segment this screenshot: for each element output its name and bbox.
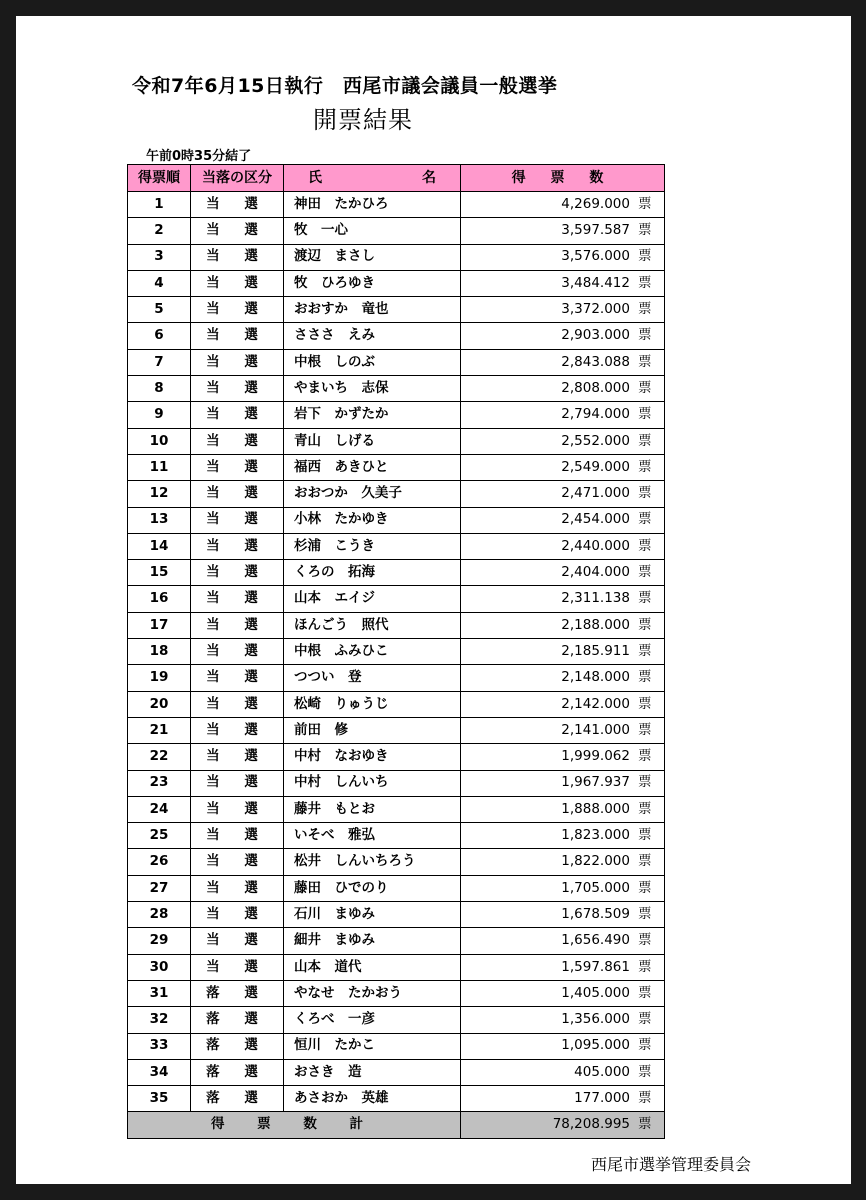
row-votes-cell <box>461 349 665 375</box>
row-name: 中根 ふみひこ <box>284 639 461 665</box>
row-votes-unit: 票 <box>638 616 652 633</box>
row-votes: 2,552.000 <box>561 432 630 449</box>
row-votes-unit: 票 <box>638 853 652 870</box>
row-rank: 23 <box>128 770 191 796</box>
row-votes-unit: 票 <box>638 195 652 212</box>
row-rank: 6 <box>128 323 191 349</box>
row-name: つつい 登 <box>284 665 461 691</box>
row-votes: 1,405.000 <box>561 984 630 1001</box>
row-votes-unit: 票 <box>638 590 652 607</box>
row-name: 小林 たかゆき <box>284 507 461 533</box>
row-status: 落 選 <box>191 1033 284 1059</box>
row-votes-cell <box>461 376 665 402</box>
row-rank: 21 <box>128 717 191 743</box>
row-votes: 1,678.509 <box>561 905 630 922</box>
row-rank: 27 <box>128 875 191 901</box>
row-status: 当 選 <box>191 717 284 743</box>
row-status: 当 選 <box>191 875 284 901</box>
row-votes: 1,967.937 <box>561 774 630 791</box>
table-row <box>128 218 665 244</box>
row-status: 当 選 <box>191 349 284 375</box>
row-name: 福西 あきひと <box>284 454 461 480</box>
row-votes: 2,808.000 <box>561 379 630 396</box>
table-row <box>128 1086 665 1112</box>
row-votes: 2,454.000 <box>561 511 630 528</box>
table-row <box>128 980 665 1006</box>
row-votes: 2,141.000 <box>561 721 630 738</box>
table-row <box>128 323 665 349</box>
row-votes: 2,148.000 <box>561 669 630 686</box>
row-votes-unit: 票 <box>638 379 652 396</box>
row-votes-cell <box>461 507 665 533</box>
row-votes-cell <box>461 875 665 901</box>
row-votes-unit: 票 <box>638 748 652 765</box>
row-votes-cell <box>461 402 665 428</box>
row-votes: 4,269.000 <box>561 195 630 212</box>
row-rank: 22 <box>128 744 191 770</box>
row-status: 当 選 <box>191 560 284 586</box>
results-body <box>128 192 665 1112</box>
row-name: 青山 しげる <box>284 428 461 454</box>
total-votes-cell <box>461 1112 665 1138</box>
row-votes-cell <box>461 297 665 323</box>
row-rank: 10 <box>128 428 191 454</box>
row-votes-cell <box>461 612 665 638</box>
row-votes-cell <box>461 639 665 665</box>
row-votes-cell <box>461 770 665 796</box>
row-votes-cell <box>461 454 665 480</box>
row-status: 当 選 <box>191 244 284 270</box>
table-row <box>128 1007 665 1033</box>
table-row <box>128 244 665 270</box>
row-status: 当 選 <box>191 507 284 533</box>
row-votes-unit: 票 <box>638 274 652 291</box>
table-row <box>128 1033 665 1059</box>
row-rank: 8 <box>128 376 191 402</box>
row-status: 当 選 <box>191 928 284 954</box>
row-rank: 19 <box>128 665 191 691</box>
row-rank: 28 <box>128 902 191 928</box>
table-row <box>128 691 665 717</box>
row-status: 当 選 <box>191 376 284 402</box>
row-rank: 1 <box>128 192 191 218</box>
row-name: 山本 道代 <box>284 954 461 980</box>
row-name: 松崎 りゅうじ <box>284 691 461 717</box>
row-votes-unit: 票 <box>638 721 652 738</box>
row-status: 落 選 <box>191 1086 284 1112</box>
row-name: 中根 しのぶ <box>284 349 461 375</box>
row-status: 当 選 <box>191 691 284 717</box>
row-votes: 405.000 <box>574 1063 630 1080</box>
row-name: くろの 拓海 <box>284 560 461 586</box>
row-votes-cell <box>461 717 665 743</box>
row-votes: 177.000 <box>574 1089 630 1106</box>
row-name: 中村 なおゆき <box>284 744 461 770</box>
row-votes-unit: 票 <box>638 774 652 791</box>
row-votes-unit: 票 <box>638 1011 652 1028</box>
row-rank: 18 <box>128 639 191 665</box>
row-votes-unit: 票 <box>638 905 652 922</box>
row-status: 当 選 <box>191 796 284 822</box>
row-votes-unit: 票 <box>638 564 652 581</box>
row-votes-cell <box>461 928 665 954</box>
row-votes: 1,356.000 <box>561 1011 630 1028</box>
row-votes: 2,185.911 <box>561 642 630 659</box>
row-votes-unit: 票 <box>638 800 652 817</box>
row-rank: 24 <box>128 796 191 822</box>
table-row <box>128 928 665 954</box>
row-status: 当 選 <box>191 454 284 480</box>
row-rank: 32 <box>128 1007 191 1033</box>
row-rank: 17 <box>128 612 191 638</box>
row-votes-unit: 票 <box>638 879 652 896</box>
row-rank: 20 <box>128 691 191 717</box>
row-rank: 16 <box>128 586 191 612</box>
row-votes-unit: 票 <box>638 353 652 370</box>
total-label: 得 票 数 計 <box>128 1112 461 1138</box>
row-rank: 30 <box>128 954 191 980</box>
row-votes-cell <box>461 823 665 849</box>
row-votes: 2,843.088 <box>561 353 630 370</box>
row-rank: 14 <box>128 533 191 559</box>
row-votes: 1,823.000 <box>561 827 630 844</box>
header-rank: 得票順 <box>128 165 191 192</box>
document-subtitle: 開票結果 <box>313 106 413 134</box>
row-votes-cell <box>461 954 665 980</box>
row-name: おおつか 久美子 <box>284 481 461 507</box>
row-rank: 5 <box>128 297 191 323</box>
document-page <box>16 16 851 1184</box>
table-row <box>128 376 665 402</box>
row-status: 当 選 <box>191 612 284 638</box>
row-name: 恒川 たかこ <box>284 1033 461 1059</box>
row-name: 牧 ひろゆき <box>284 270 461 296</box>
row-votes-cell <box>461 1033 665 1059</box>
row-votes-cell <box>461 665 665 691</box>
row-status: 当 選 <box>191 270 284 296</box>
row-rank: 34 <box>128 1059 191 1085</box>
row-votes-cell <box>461 902 665 928</box>
row-status: 当 選 <box>191 665 284 691</box>
row-votes: 2,549.000 <box>561 458 630 475</box>
time-note: 午前0時35分結了 <box>146 149 252 164</box>
row-votes: 2,404.000 <box>561 564 630 581</box>
row-name: 細井 まゆみ <box>284 928 461 954</box>
table-row <box>128 717 665 743</box>
row-status: 当 選 <box>191 402 284 428</box>
header-name: 氏 名 <box>284 165 461 192</box>
row-status: 当 選 <box>191 586 284 612</box>
table-row <box>128 875 665 901</box>
total-row <box>128 1112 665 1138</box>
document-title: 令和7年6月15日執行 西尾市議会議員一般選挙 <box>132 75 558 97</box>
table-row <box>128 349 665 375</box>
row-votes-unit: 票 <box>638 248 652 265</box>
row-votes: 2,440.000 <box>561 537 630 554</box>
row-votes-unit: 票 <box>638 642 652 659</box>
row-votes-cell <box>461 323 665 349</box>
row-votes-unit: 票 <box>638 458 652 475</box>
table-row <box>128 639 665 665</box>
row-votes-cell <box>461 980 665 1006</box>
row-votes: 2,188.000 <box>561 616 630 633</box>
row-votes: 2,794.000 <box>561 406 630 423</box>
row-rank: 7 <box>128 349 191 375</box>
table-row <box>128 744 665 770</box>
row-name: 岩下 かずたか <box>284 402 461 428</box>
row-name: 神田 たかひろ <box>284 192 461 218</box>
row-rank: 31 <box>128 980 191 1006</box>
row-rank: 25 <box>128 823 191 849</box>
row-votes: 3,597.587 <box>561 222 630 239</box>
total-votes-unit: 票 <box>638 1116 652 1133</box>
row-votes-unit: 票 <box>638 958 652 975</box>
row-votes-cell <box>461 244 665 270</box>
row-votes: 2,471.000 <box>561 485 630 502</box>
row-status: 落 選 <box>191 1059 284 1085</box>
row-rank: 3 <box>128 244 191 270</box>
table-row <box>128 428 665 454</box>
row-rank: 13 <box>128 507 191 533</box>
row-votes-unit: 票 <box>638 1089 652 1106</box>
row-votes-cell <box>461 1086 665 1112</box>
row-status: 当 選 <box>191 639 284 665</box>
row-status: 当 選 <box>191 323 284 349</box>
row-name: おさき 造 <box>284 1059 461 1085</box>
row-status: 落 選 <box>191 1007 284 1033</box>
row-rank: 15 <box>128 560 191 586</box>
row-name: 藤井 もとお <box>284 796 461 822</box>
row-name: やまいち 志保 <box>284 376 461 402</box>
total-votes: 78,208.995 <box>552 1116 630 1133</box>
row-rank: 4 <box>128 270 191 296</box>
row-votes: 3,372.000 <box>561 301 630 318</box>
row-name: 中村 しんいち <box>284 770 461 796</box>
row-votes: 3,576.000 <box>561 248 630 265</box>
row-name: 石川 まゆみ <box>284 902 461 928</box>
row-votes-cell <box>461 533 665 559</box>
header-votes: 得 票 数 <box>461 165 665 192</box>
row-name: 渡辺 まさし <box>284 244 461 270</box>
row-status: 当 選 <box>191 849 284 875</box>
row-status: 当 選 <box>191 297 284 323</box>
row-status: 当 選 <box>191 902 284 928</box>
row-rank: 33 <box>128 1033 191 1059</box>
row-votes-unit: 票 <box>638 695 652 712</box>
row-status: 当 選 <box>191 428 284 454</box>
results-table <box>127 164 665 1139</box>
row-votes-cell <box>461 270 665 296</box>
row-votes-unit: 票 <box>638 222 652 239</box>
table-row <box>128 560 665 586</box>
row-rank: 11 <box>128 454 191 480</box>
row-votes: 2,142.000 <box>561 695 630 712</box>
row-votes-cell <box>461 744 665 770</box>
row-status: 当 選 <box>191 823 284 849</box>
row-votes-unit: 票 <box>638 827 652 844</box>
table-row <box>128 823 665 849</box>
row-votes-cell <box>461 1059 665 1085</box>
row-votes: 1,822.000 <box>561 853 630 870</box>
row-status: 当 選 <box>191 954 284 980</box>
table-row <box>128 454 665 480</box>
row-name: やなせ たかおう <box>284 980 461 1006</box>
issuer: 西尾市選挙管理委員会 <box>591 1155 752 1174</box>
row-votes-cell <box>461 849 665 875</box>
row-votes: 1,705.000 <box>561 879 630 896</box>
row-status: 当 選 <box>191 744 284 770</box>
table-row <box>128 902 665 928</box>
row-votes: 2,903.000 <box>561 327 630 344</box>
row-votes-unit: 票 <box>638 932 652 949</box>
table-row <box>128 665 665 691</box>
row-votes-cell <box>461 796 665 822</box>
table-row <box>128 192 665 218</box>
row-votes: 1,095.000 <box>561 1037 630 1054</box>
row-votes-unit: 票 <box>638 327 652 344</box>
row-name: 杉浦 こうき <box>284 533 461 559</box>
table-row <box>128 612 665 638</box>
row-votes-unit: 票 <box>638 432 652 449</box>
row-votes: 1,597.861 <box>561 958 630 975</box>
row-votes-unit: 票 <box>638 511 652 528</box>
row-status: 当 選 <box>191 481 284 507</box>
row-name: さささ えみ <box>284 323 461 349</box>
row-votes: 1,656.490 <box>561 932 630 949</box>
table-row <box>128 1059 665 1085</box>
row-name: 前田 修 <box>284 717 461 743</box>
row-votes-unit: 票 <box>638 406 652 423</box>
row-votes-unit: 票 <box>638 1037 652 1054</box>
row-votes-cell <box>461 428 665 454</box>
row-votes-cell <box>461 691 665 717</box>
table-row <box>128 954 665 980</box>
row-name: くろべ 一彦 <box>284 1007 461 1033</box>
row-votes-unit: 票 <box>638 984 652 1001</box>
row-name: あさおか 英雄 <box>284 1086 461 1112</box>
table-header-row <box>128 165 665 192</box>
row-status: 落 選 <box>191 980 284 1006</box>
row-votes: 1,888.000 <box>561 800 630 817</box>
row-votes-cell <box>461 192 665 218</box>
row-status: 当 選 <box>191 770 284 796</box>
row-name: ほんごう 照代 <box>284 612 461 638</box>
row-votes-unit: 票 <box>638 669 652 686</box>
table-row <box>128 533 665 559</box>
row-status: 当 選 <box>191 533 284 559</box>
table-row <box>128 270 665 296</box>
row-status: 当 選 <box>191 218 284 244</box>
row-name: 山本 エイジ <box>284 586 461 612</box>
row-status: 当 選 <box>191 192 284 218</box>
row-votes-cell <box>461 560 665 586</box>
row-name: 松井 しんいちろう <box>284 849 461 875</box>
row-rank: 9 <box>128 402 191 428</box>
row-votes: 2,311.138 <box>561 590 630 607</box>
table-row <box>128 402 665 428</box>
row-votes-unit: 票 <box>638 301 652 318</box>
table-row <box>128 770 665 796</box>
row-votes-unit: 票 <box>638 537 652 554</box>
row-rank: 26 <box>128 849 191 875</box>
row-rank: 29 <box>128 928 191 954</box>
table-row <box>128 796 665 822</box>
row-rank: 12 <box>128 481 191 507</box>
row-rank: 2 <box>128 218 191 244</box>
table-row <box>128 849 665 875</box>
table-row <box>128 507 665 533</box>
table-row <box>128 297 665 323</box>
row-votes-cell <box>461 586 665 612</box>
row-votes-unit: 票 <box>638 485 652 502</box>
row-rank: 35 <box>128 1086 191 1112</box>
row-name: いそべ 雅弘 <box>284 823 461 849</box>
row-name: 牧 一心 <box>284 218 461 244</box>
row-votes-cell <box>461 218 665 244</box>
row-votes-unit: 票 <box>638 1063 652 1080</box>
header-status: 当落の区分 <box>191 165 284 192</box>
row-votes: 3,484.412 <box>561 274 630 291</box>
table-row <box>128 586 665 612</box>
row-name: おおすか 竜也 <box>284 297 461 323</box>
row-votes-cell <box>461 481 665 507</box>
row-votes: 1,999.062 <box>561 748 630 765</box>
row-votes-cell <box>461 1007 665 1033</box>
table-row <box>128 481 665 507</box>
row-name: 藤田 ひでのり <box>284 875 461 901</box>
